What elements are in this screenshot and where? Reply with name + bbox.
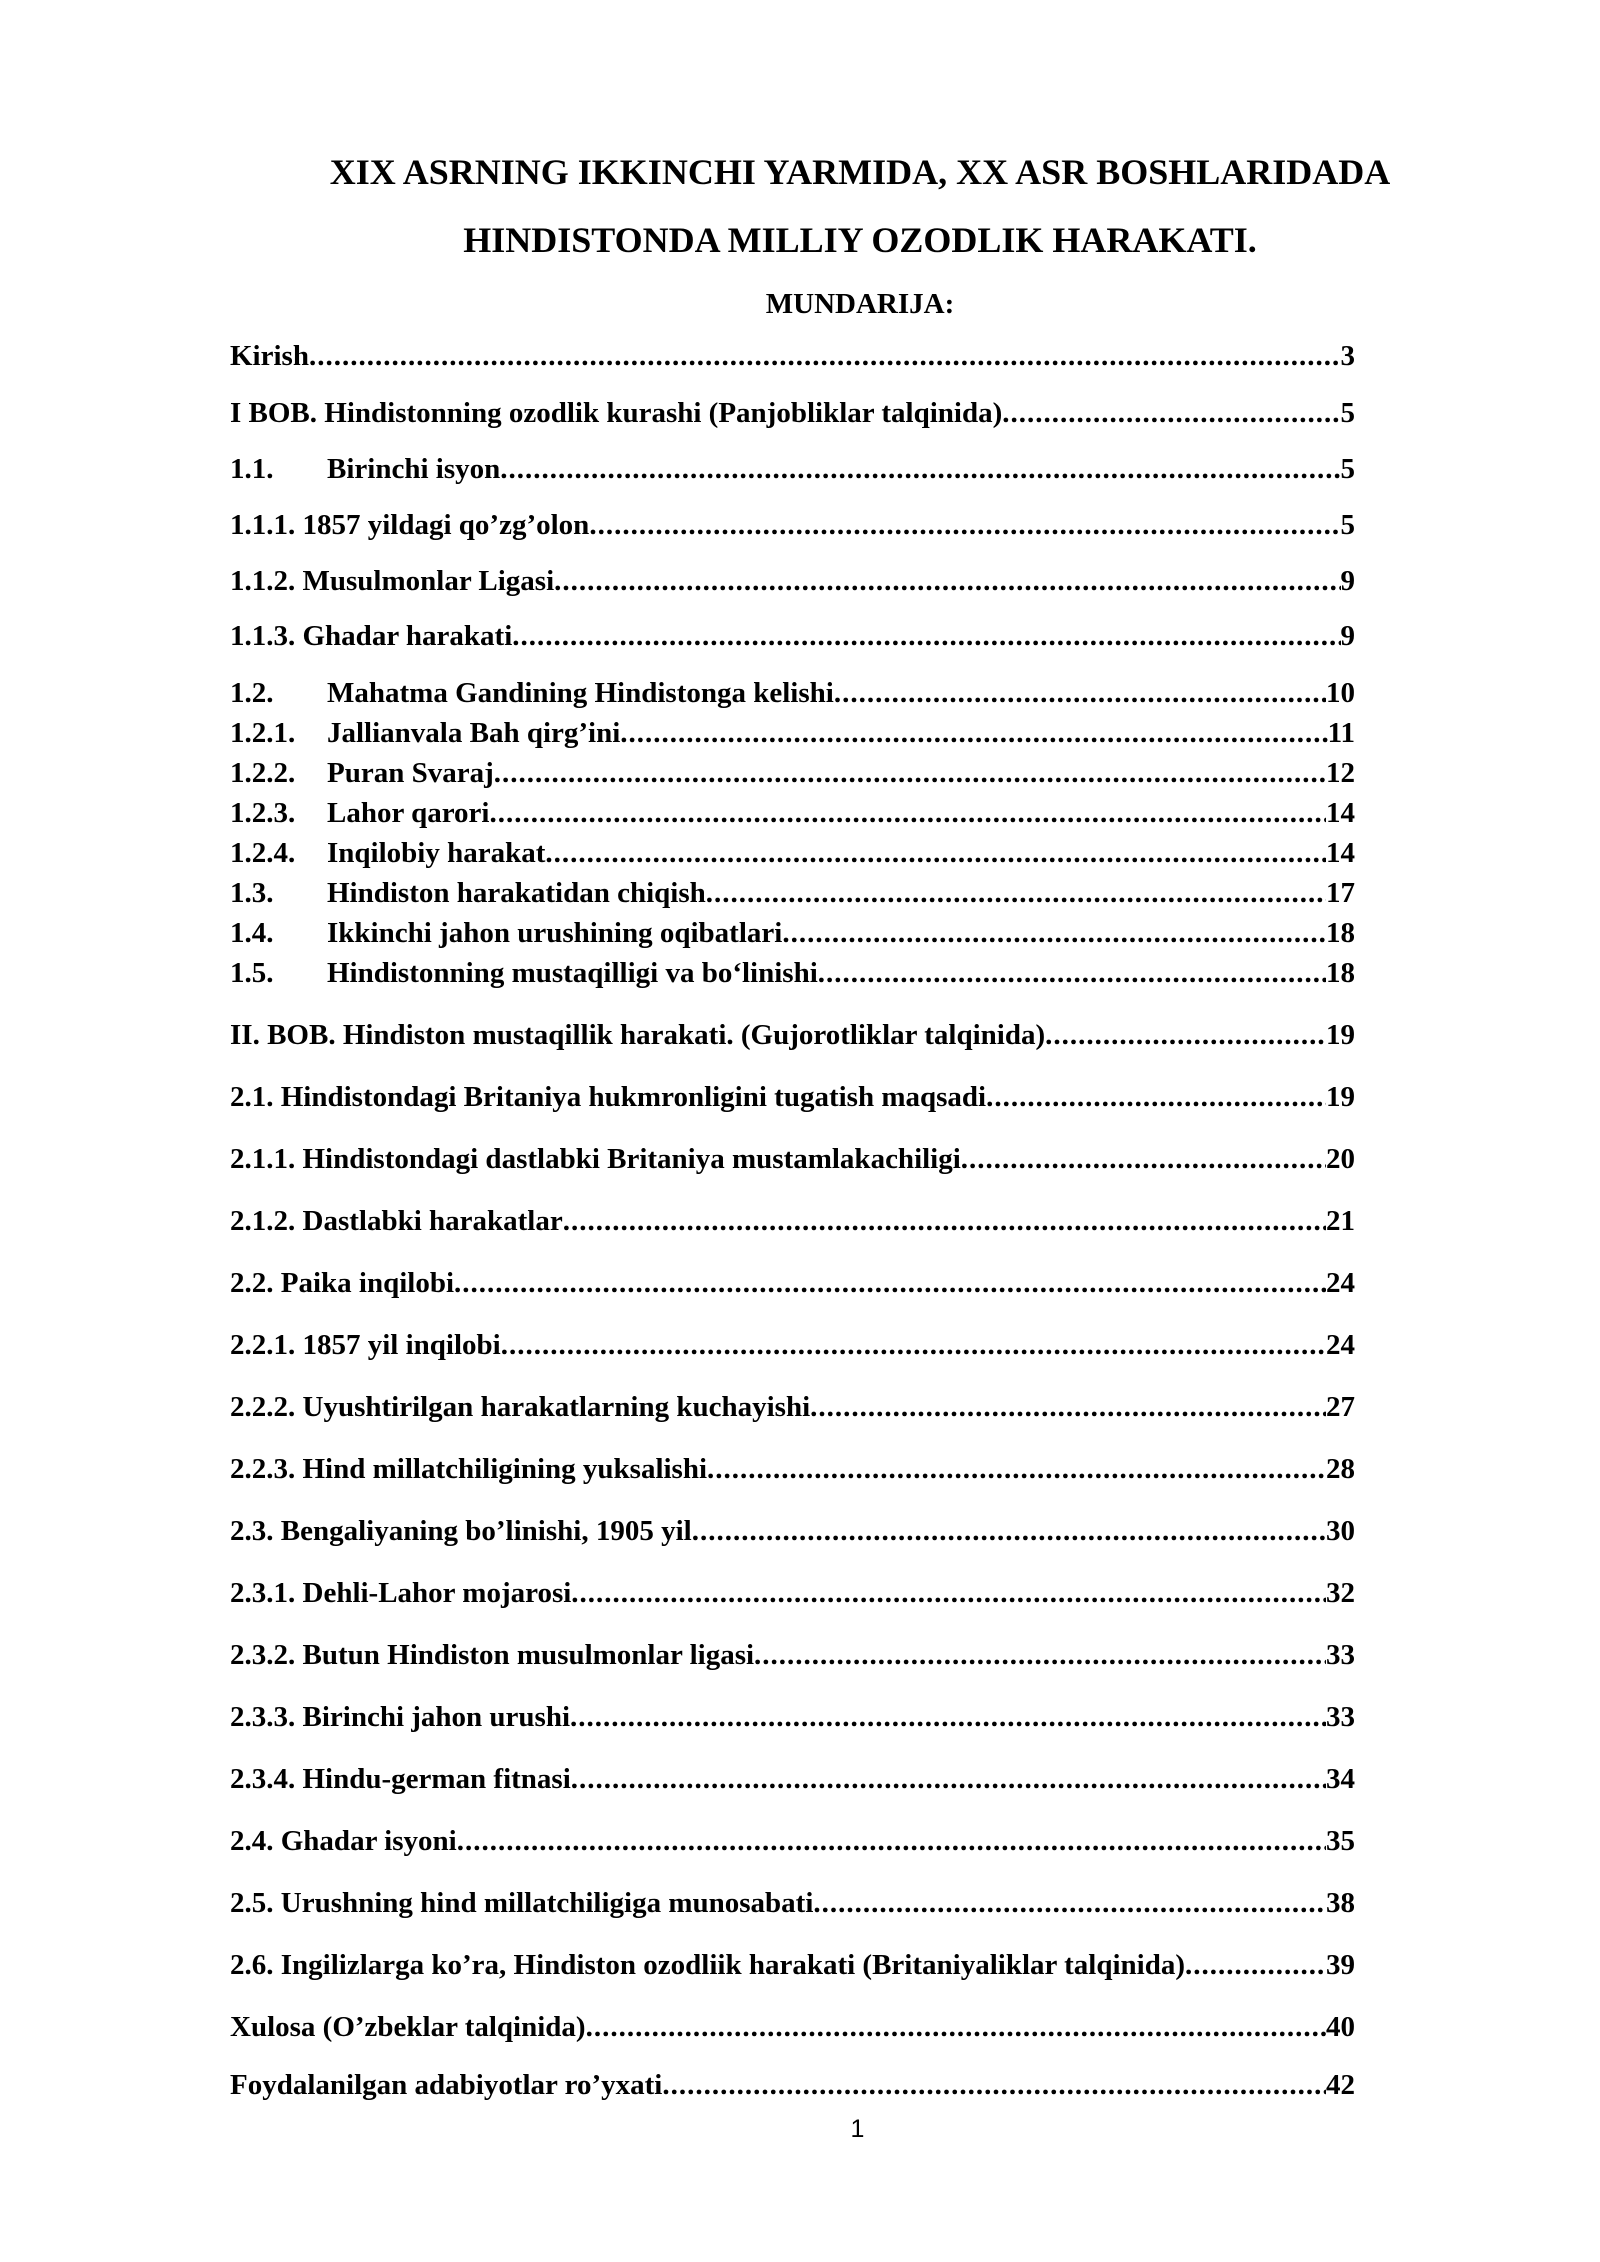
toc-leader: [494, 756, 1326, 790]
toc-entry: [230, 796, 1355, 830]
toc-entry-number: 1.2.2.: [230, 757, 296, 789]
toc-entry-page: 14: [1326, 797, 1355, 829]
toc-entry-page: 33: [1326, 1701, 1355, 1733]
toc-entry-label: II. BOB. Hindiston mustaqillik harakati. (Gujorotliklar talqinida): [230, 1019, 1046, 1051]
toc-leader: [706, 876, 1326, 910]
toc-leader: [512, 619, 1340, 653]
toc-entry-label: 2.2.3. Hind millatchiligining yuksalishi: [230, 1453, 708, 1485]
toc-entry-page: 19: [1326, 1019, 1355, 1051]
toc-entry-page: 18: [1326, 957, 1355, 989]
toc-entry-page: 20: [1326, 1143, 1355, 1175]
toc-leader: [692, 1514, 1326, 1548]
toc-entry-page: 32: [1326, 1577, 1355, 1609]
toc-entry-label: Foydalanilgan adabiyotlar ro’yxati: [230, 2069, 663, 2101]
toc-entry-label: I BOB. Hindistonning ozodlik kurashi (Panjobliklar talqinida): [230, 397, 1003, 429]
toc-entry-label: 2.1.1. Hindistondagi dastlabki Britaniya mustamlakachiligi: [230, 1143, 961, 1175]
toc-entry-label: 2.5. Urushning hind millatchiligiga munosabati: [230, 1887, 814, 1919]
toc-entry: [230, 676, 1355, 710]
toc-entry-page: 9: [1340, 620, 1355, 652]
toc-entry-page: 3: [1340, 340, 1355, 372]
toc-leader: [457, 1824, 1326, 1858]
toc-entry-page: 28: [1326, 1453, 1355, 1485]
page-footer-number: 1: [850, 2115, 865, 2143]
toc-entry: [230, 1390, 1355, 1424]
toc-entry-page: 5: [1340, 509, 1355, 541]
toc-entry-page: 19: [1326, 1081, 1355, 1113]
toc-entry-page: 14: [1326, 837, 1355, 869]
toc-entry: [230, 1142, 1355, 1176]
toc-entry: [230, 508, 1355, 542]
toc-entry-label: 2.3. Bengaliyaning bo’linishi, 1905 yil: [230, 1515, 692, 1547]
toc-entry-page: 24: [1326, 1267, 1355, 1299]
toc-leader: [1185, 1948, 1326, 1982]
toc-leader: [818, 956, 1326, 990]
toc-entry: [230, 1514, 1355, 1548]
toc-entry-page: 30: [1326, 1515, 1355, 1547]
toc-entry: [230, 1204, 1355, 1238]
document-title-line1: XIX ASRNING IKKINCHI YARMIDA, XX ASR BOSHLARIDADA: [329, 152, 1391, 192]
toc-entry-page: 35: [1326, 1825, 1355, 1857]
toc-leader: [834, 676, 1326, 710]
toc-entry-page: 9: [1340, 565, 1355, 597]
toc-leader: [986, 1080, 1326, 1114]
toc-entry-number: 1.3.: [230, 877, 274, 909]
toc-leader: [563, 1204, 1326, 1238]
toc-entry-label: Ikkinchi jahon urushining oqibatlari: [327, 917, 783, 949]
toc-entry-page: 40: [1326, 2011, 1355, 2043]
toc-entry-number: 1.2.4.: [230, 837, 296, 869]
toc-leader: [782, 916, 1326, 950]
toc-entry-label: Mahatma Gandining Hindistonga kelishi: [327, 677, 834, 709]
toc-entry-label: Puran Svaraj: [327, 757, 494, 789]
toc-entry-label: 2.2.1. 1857 yil inqilobi: [230, 1329, 501, 1361]
toc-entry: [230, 716, 1355, 750]
toc-entry-label: 2.6. Ingilizlarga ko’ra, Hindiston ozodliik harakati (Britaniyaliklar talqinida): [230, 1949, 1185, 1981]
toc-entry-page: 17: [1326, 877, 1355, 909]
toc-entry-label: Hindistonning mustaqilligi va bo‘linishi: [327, 957, 818, 989]
toc-entry: [230, 876, 1355, 910]
toc-entry-page: 34: [1326, 1763, 1355, 1795]
toc-entry-label: Kirish: [230, 340, 309, 372]
toc-entry: [230, 564, 1355, 598]
toc-entry-label: 1.1.2. Musulmonlar Ligasi: [230, 565, 555, 597]
toc-leader: [454, 1266, 1326, 1300]
toc-leader: [570, 1700, 1326, 1734]
toc-leader: [810, 1390, 1326, 1424]
toc-entry-label: 2.3.4. Hindu-german fitnasi: [230, 1763, 571, 1795]
toc-leader: [586, 2010, 1326, 2044]
toc-entry-label: 2.1. Hindistondagi Britaniya hukmronligini tugatish maqsadi: [230, 1081, 987, 1113]
toc-entry-page: 39: [1326, 1949, 1355, 1981]
toc-entry: [230, 1266, 1355, 1300]
toc-entry: [230, 2068, 1355, 2102]
toc-leader: [620, 716, 1327, 750]
toc-entry: [230, 1452, 1355, 1486]
toc-entry-label: Hindiston harakatidan chiqish: [327, 877, 706, 909]
toc-entry-number: 1.4.: [230, 917, 274, 949]
toc-entry-page: 5: [1340, 453, 1355, 485]
toc-entry-page: 27: [1326, 1391, 1355, 1423]
toc-entry: [230, 916, 1355, 950]
toc-entry-number: 1.2.1.: [230, 717, 296, 749]
toc-entry-label: 1.1.3. Ghadar harakati: [230, 620, 513, 652]
toc-entry-page: 18: [1326, 917, 1355, 949]
toc-entry: [230, 1886, 1355, 1920]
toc-entry-label: 2.2.2. Uyushtirilgan harakatlarning kuchayishi: [230, 1391, 811, 1423]
toc-entry: [230, 339, 1355, 373]
toc-leader: [489, 796, 1326, 830]
toc-entry-number: 1.2.3.: [230, 797, 296, 829]
toc-entry-page: 42: [1326, 2069, 1355, 2101]
toc-entry: [230, 2010, 1355, 2044]
toc-entry-label: 2.3.1. Dehli-Lahor mojarosi: [230, 1577, 572, 1609]
toc-entry: [230, 396, 1355, 430]
toc-entry: [230, 1762, 1355, 1796]
toc-entry: [230, 452, 1355, 486]
toc-entry: [230, 1638, 1355, 1672]
toc-entry-page: 11: [1327, 717, 1355, 749]
toc-leader: [571, 1762, 1326, 1796]
toc-entry-page: 5: [1340, 397, 1355, 429]
toc-entry: [230, 619, 1355, 653]
toc-entry: [230, 756, 1355, 790]
toc-entry-page: 12: [1326, 757, 1355, 789]
toc-entry-page: 21: [1326, 1205, 1355, 1237]
toc-entry: [230, 1080, 1355, 1114]
toc-entry-number: 1.1.: [230, 453, 274, 485]
toc-entry: [230, 1700, 1355, 1734]
toc-leader: [1002, 396, 1340, 430]
toc-entry-label: 2.1.2. Dastlabki harakatlar: [230, 1205, 563, 1237]
toc-entry: [230, 956, 1355, 990]
toc-entry: [230, 1824, 1355, 1858]
toc-entry-number: 1.5.: [230, 957, 274, 989]
toc-leader: [554, 564, 1340, 598]
toc-leader: [500, 452, 1340, 486]
toc-entry-label: 2.3.3. Birinchi jahon urushi: [230, 1701, 571, 1733]
toc-entry-label: Jallianvala Bah qirg’ini: [327, 717, 621, 749]
toc-leader: [571, 1576, 1326, 1610]
toc-entry-label: Birinchi isyon: [327, 453, 501, 485]
toc-entry-label: Xulosa (O’zbeklar talqinida): [230, 2011, 586, 2043]
toc-entry-label: Lahor qarori: [327, 797, 490, 829]
toc-entry: [230, 1948, 1355, 1982]
toc-entry-number: 1.2.: [230, 677, 274, 709]
toc-entry-page: 24: [1326, 1329, 1355, 1361]
toc-entry: [230, 836, 1355, 870]
toc-leader: [545, 836, 1326, 870]
toc-leader: [501, 1328, 1326, 1362]
toc-heading: MUNDARIJA:: [765, 288, 955, 320]
toc-entry-page: 10: [1326, 677, 1355, 709]
toc-entry-label: 2.3.2. Butun Hindiston musulmonlar ligasi: [230, 1639, 755, 1671]
toc-entry-label: 2.4. Ghadar isyoni: [230, 1825, 457, 1857]
toc-entry-label: Inqilobiy harakat: [327, 837, 546, 869]
toc-entry-page: 38: [1326, 1887, 1355, 1919]
document-title-line2: HINDISTONDA MILLIY OZODLIK HARAKATI.: [463, 220, 1257, 260]
toc-entry: [230, 1328, 1355, 1362]
toc-leader: [662, 2068, 1326, 2102]
toc-entry-page: 33: [1326, 1639, 1355, 1671]
toc-leader: [1045, 1018, 1326, 1052]
toc-leader: [754, 1638, 1326, 1672]
toc-leader: [707, 1452, 1326, 1486]
toc-entry: [230, 1018, 1355, 1052]
toc-leader: [961, 1142, 1326, 1176]
toc-entry: [230, 1576, 1355, 1610]
toc-leader: [589, 508, 1340, 542]
toc-entry-label: 2.2. Paika inqilobi: [230, 1267, 455, 1299]
toc-entry-label: 1.1.1. 1857 yildagi qo’zg’olon: [230, 509, 590, 541]
toc-leader: [309, 339, 1341, 373]
toc-leader: [813, 1886, 1326, 1920]
